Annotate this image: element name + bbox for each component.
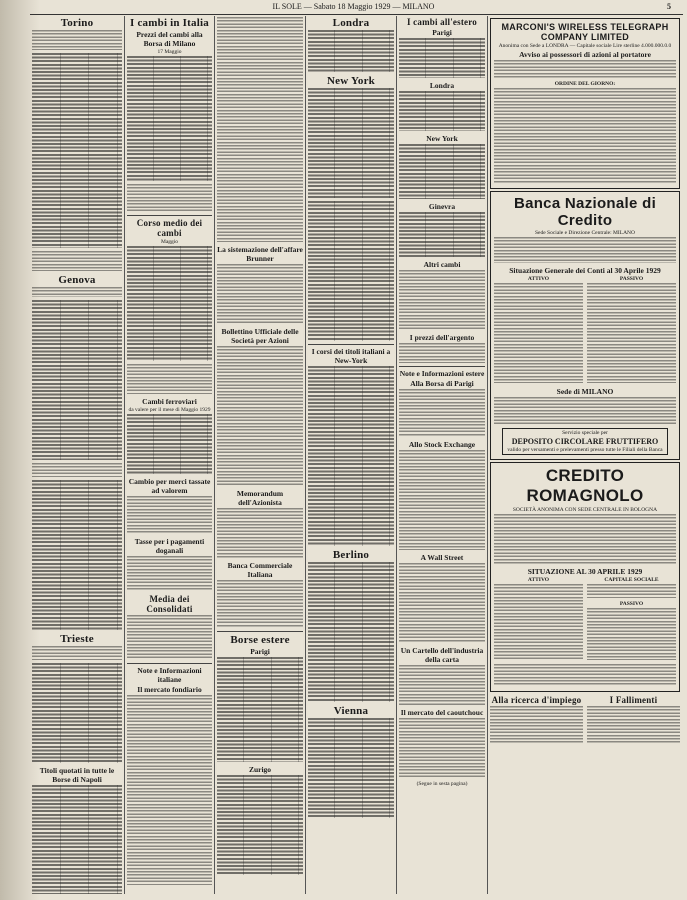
quotation-table — [308, 201, 394, 341]
divider — [127, 663, 212, 664]
section-heading: Note e Informazioni italiane — [137, 666, 202, 684]
column-1 — [32, 16, 122, 894]
section-subheading: Un Cartello dell'industria della carta — [400, 646, 484, 664]
ad-title: CREDITO ROMAGNOLO — [526, 466, 644, 505]
section-heading: I cambi all'estero — [407, 17, 477, 27]
quotation-table — [217, 775, 303, 875]
quotation-table — [32, 53, 122, 248]
ad-text — [494, 283, 583, 383]
article-text — [399, 665, 485, 705]
section-heading: Cambi ferroviari — [142, 397, 197, 406]
ad-text — [494, 664, 676, 686]
ad-subtitle: Sede Sociale e Direzione Centrale: MILANO — [534, 230, 636, 236]
section-subheading: Ginevra — [428, 202, 456, 211]
section-heading: La sistemazione dell'affare Brunner — [217, 245, 303, 263]
ad-text — [494, 60, 676, 78]
quotation-table — [399, 212, 485, 257]
balance-sheet — [494, 577, 676, 663]
section-heading: Media dei Consolidati — [146, 594, 193, 614]
deposit-box — [502, 428, 668, 455]
ad-title: MARCONI'S WIRELESS TELEGRAPH COMPANY LIMITED — [501, 22, 669, 42]
quotation-table — [32, 663, 122, 763]
article-text — [127, 615, 212, 660]
ad-text — [494, 397, 676, 425]
article-text — [127, 496, 212, 534]
section-heading: Londra — [332, 17, 370, 29]
ad-subtitle: Anonima con Sede a LONDRA — Capitale sociale Lire sterline 4.000.000.0.0 — [498, 43, 672, 49]
section-subheading: Londra — [429, 81, 455, 90]
quotation-table — [308, 366, 394, 546]
section-subheading: Alla Borsa di Parigi — [410, 379, 474, 388]
ad-heading: Situazione Generale dei Conti al 30 Aprile 1929 — [509, 266, 661, 275]
ad-text — [494, 584, 583, 659]
section-heading: New York — [327, 75, 375, 87]
section-heading: Vienna — [333, 705, 369, 717]
section-date: 17 Maggio — [157, 49, 182, 55]
ad-heading: Avviso ai possessori di azioni al portatore — [519, 50, 651, 59]
bnc-statement — [490, 191, 680, 460]
ad-heading: PASSIVO — [619, 601, 644, 607]
section-subheading: Il mercato del caoutchouc — [400, 708, 484, 717]
quotation-table — [399, 38, 485, 78]
section-heading: Banca Commerciale Italiana — [227, 561, 293, 579]
article-text — [587, 706, 680, 744]
article-text — [127, 556, 212, 591]
article-text — [127, 695, 212, 885]
quotation-table — [32, 300, 122, 460]
ad-text — [587, 584, 676, 598]
balance-sheet — [494, 276, 676, 386]
credito-romagnolo-statement — [490, 462, 680, 692]
running-head — [30, 2, 677, 14]
section-date: da valere per il mese di Maggio 1929 — [128, 407, 211, 413]
box-title: DEPOSITO CIRCOLARE FRUTTIFERO — [511, 437, 659, 446]
section-heading: I prezzi dell'argento — [409, 333, 475, 342]
column-3 — [217, 16, 303, 894]
quotation-table — [127, 414, 212, 474]
column-rule — [214, 16, 215, 894]
section-heading: Tasse per i pagamenti doganali — [134, 537, 205, 555]
article-text — [217, 580, 303, 628]
quotation-table — [308, 30, 394, 72]
ad-heading: ATTIVO — [527, 577, 550, 583]
article-text — [399, 450, 485, 550]
continued-note: (Segue in sesta pagina) — [416, 781, 468, 787]
ad-heading: SITUAZIONE AL 30 APRILE 1929 — [527, 567, 643, 576]
column-rule — [487, 16, 488, 894]
article-text — [32, 287, 122, 297]
divider — [127, 215, 212, 216]
article-text — [217, 264, 303, 324]
article-text — [32, 30, 122, 50]
marconi-notice — [490, 18, 680, 189]
ad-heading: PASSIVO — [619, 276, 644, 282]
section-subheading: Parigi — [250, 647, 270, 656]
section-heading: Berlino — [332, 549, 370, 561]
section-heading: I corsi dei titoli italiani a New-York — [311, 347, 391, 365]
quotation-table — [308, 718, 394, 818]
section-heading: Borse estere — [230, 634, 290, 646]
section-subheading: Il mercato fondiario — [137, 685, 202, 694]
ad-heading: Sede di MILANO — [556, 387, 614, 396]
running-head-title: IL SOLE — Sabato 18 Maggio 1929 — MILANO — [272, 2, 435, 11]
article-text — [399, 563, 485, 643]
article-text — [399, 343, 485, 363]
ad-text — [494, 88, 676, 183]
section-heading: I cambi in Italia — [130, 17, 209, 29]
divider — [308, 344, 394, 345]
box-text: Servizio speciale per — [562, 430, 608, 436]
article-text — [217, 346, 303, 486]
ad-heading: CAPITALE SOCIALE — [604, 577, 659, 583]
article-text — [217, 508, 303, 558]
head-rule — [30, 14, 683, 15]
page-number: 5 — [667, 2, 671, 11]
section-subheading: New York — [426, 134, 458, 143]
section-heading: Note e Informazioni estere — [399, 369, 485, 378]
ad-subtitle: SOCIETÀ ANONIMA CON SEDE CENTRALE IN BOLOGNA — [512, 507, 658, 513]
section-subheading: Altri cambi — [423, 260, 461, 269]
article-text — [399, 718, 485, 778]
section-heading: Memorandum dell'Azionista — [236, 489, 284, 507]
section-heading: Bollettino Ufficiale delle Società per Azioni — [221, 327, 299, 345]
section-subheading: Zurigo — [248, 765, 272, 774]
column-2 — [127, 16, 212, 894]
section-date: Maggio — [160, 239, 179, 245]
column-rule — [396, 16, 397, 894]
column-rule — [124, 16, 125, 894]
quotation-table — [127, 56, 212, 181]
column-4 — [308, 16, 394, 894]
column-5 — [399, 16, 485, 894]
ad-text — [494, 514, 676, 564]
quotation-table — [217, 657, 303, 762]
ad-heading: ORDINE DEL GIORNO: — [554, 81, 616, 87]
article-text — [32, 463, 122, 477]
section-heading: Corso medio dei cambi — [136, 218, 203, 238]
quotation-table — [32, 480, 122, 630]
article-text — [127, 184, 212, 212]
section-heading: Genova — [58, 274, 96, 286]
article-text — [490, 706, 583, 744]
article-text — [32, 646, 122, 660]
section-subheading: Allo Stock Exchange — [408, 440, 476, 449]
quotation-table — [399, 144, 485, 199]
article-text — [32, 251, 122, 271]
ad-text — [494, 237, 676, 263]
article-text — [217, 17, 303, 242]
section-heading: I Fallimenti — [609, 695, 658, 705]
section-heading: Cambio per merci tassate ad valorem — [128, 477, 211, 495]
section-subheading: Parigi — [432, 28, 452, 37]
section-heading: Trieste — [60, 633, 94, 645]
section-subheading: A Wall Street — [420, 553, 464, 562]
article-text — [399, 270, 485, 330]
column-rule — [305, 16, 306, 894]
quotation-table — [399, 91, 485, 131]
quotation-table — [308, 562, 394, 702]
article-text — [127, 364, 212, 394]
quotation-table — [127, 246, 212, 361]
ad-title: Banca Nazionale di Credito — [513, 195, 657, 229]
bottom-notices — [490, 694, 680, 747]
column-ads — [490, 16, 680, 894]
divider — [399, 366, 485, 367]
quotation-table — [32, 785, 122, 894]
divider — [217, 631, 303, 632]
ad-heading: ATTIVO — [527, 276, 550, 282]
box-text: valido per versamenti e prelevamenti presso tutte le Filiali della Banca — [507, 447, 663, 453]
section-heading: Titoli quotati in tutte le Borse di Napoli — [39, 766, 115, 784]
ad-text — [587, 283, 676, 383]
article-text — [399, 389, 485, 437]
quotation-table — [308, 88, 394, 198]
section-heading: Torino — [60, 17, 94, 29]
ad-text — [587, 608, 676, 660]
section-subheading: Prezzi del cambi alla Borsa di Milano — [136, 30, 203, 48]
section-heading: Alla ricerca d'impiego — [491, 695, 582, 705]
